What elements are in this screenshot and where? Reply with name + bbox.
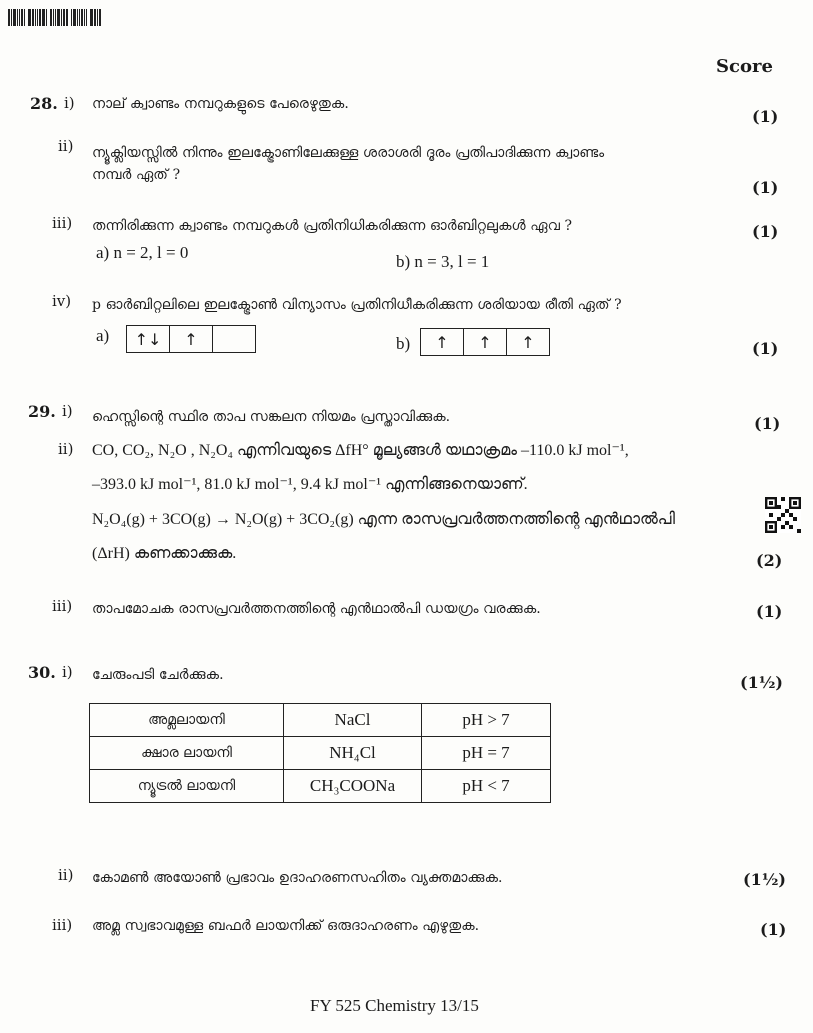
barcode-bar [61, 9, 62, 26]
q28-i-mark: (1) [752, 107, 779, 126]
q30-ii-number: ii) [58, 866, 74, 884]
q28-ii-text-line2: നമ്പർ ഏത് ? [92, 167, 181, 183]
orbital-box: ↑ [170, 326, 213, 352]
orbital-box [213, 326, 255, 352]
table-cell: ക്ഷാര ലായനി [90, 737, 284, 770]
barcode-bar [53, 9, 54, 26]
q28-iv-number: iv) [52, 292, 72, 310]
q29-iii-text: താപമോചക രാസപ്രവർത്തനത്തിന്റെ എൻഥാൽപി ഡയഗ്രം വരക്കുക. [92, 601, 541, 617]
question-28-number: 28. [30, 94, 58, 113]
orbital-box: ↑ [464, 329, 507, 355]
page-footer: FY 525 Chemistry 13/15 [310, 996, 479, 1015]
q28-iii-option-a: a) n = 2, l = 0 [96, 243, 189, 262]
table-cell: pH = 7 [422, 737, 551, 770]
q28-iv-option-b-label: b) [396, 334, 411, 353]
barcode-bar [46, 9, 47, 26]
barcode-bar [19, 9, 20, 26]
table-cell: NH₄Cl [284, 737, 422, 770]
q29-iii-mark: (1) [756, 602, 783, 621]
q30-iii-text: അമ്ല സ്വഭാവമുള്ള ബഫർ ലായനിക്ക് ഒരുദാഹരണം എഴുതുക. [92, 918, 480, 934]
orbital-box: ↑↓ [127, 326, 170, 352]
barcode-bar [37, 9, 38, 26]
table-row [90, 770, 551, 803]
q29-ii-mark: (2) [756, 551, 783, 570]
barcode-bar [57, 9, 60, 26]
q29-iii-number: iii) [52, 597, 73, 615]
q28-iv-option-b-boxes [420, 328, 550, 356]
q28-iv-mark: (1) [752, 339, 779, 358]
q30-iii-mark: (1) [760, 920, 787, 939]
table-cell: അമ്ലലായനി [90, 704, 284, 737]
barcode-bar [90, 9, 93, 26]
barcode-bar [71, 9, 72, 26]
barcode-bar [55, 9, 56, 26]
barcode-bar [99, 9, 101, 26]
barcode-bar [32, 9, 34, 26]
q29-ii-line1: CO, CO₂, N₂O , N₂O₄ എന്നിവയുടെ ΔfH° മൂല്യങ്ങൾ യഥാക്രമം –110.0 kJ mol⁻¹, [92, 442, 629, 459]
barcode-bar [63, 9, 65, 26]
q29-ii-reaction: N₂O₄(g) + 3CO(g) → N₂O(g) + 3CO₂(g) എന്ന രാസപ്രവർത്തനത്തിന്റെ എൻഥാൽപി [92, 511, 675, 528]
q28-iii-option-b: b) n = 3, l = 1 [396, 252, 490, 271]
question-29-number: 29. [28, 402, 56, 421]
barcode-bar [73, 9, 76, 26]
barcode-bar [11, 9, 12, 26]
q28-ii-text-line1: ന്യൂക്ലിയസ്സിൽ നിന്നും ഇലക്ട്രോണിലേക്കുള്ള ശരാശരി ദൂരം പ്രതിപാദിക്കുന്ന ക്വാണ്ടം [92, 145, 605, 161]
table-cell: pH < 7 [422, 770, 551, 803]
q28-i-text: നാല് ക്വാണ്ടം നമ്പറുകളുടെ പേരെഴുതുക. [92, 96, 349, 112]
q28-ii-number: ii) [58, 137, 74, 155]
q28-iii-mark: (1) [752, 222, 779, 241]
table-cell: pH > 7 [422, 704, 551, 737]
q28-iii-text: തന്നിരിക്കുന്ന ക്വാണ്ടം നമ്പറുകൾ പ്രതിനിധികരിക്കുന്ന ഓർബിറ്റലുകൾ ഏവ ? [92, 218, 573, 234]
table-cell: CH₃COONa [284, 770, 422, 803]
match-the-following-table [89, 703, 551, 803]
barcode-bar [84, 9, 85, 26]
q30-ii-text: കോമൺ അയോൺ പ്രഭാവം ഉദാഹരണസഹിതം വ്യക്തമാക്കുക. [92, 870, 503, 886]
q29-i-number: i) [62, 402, 73, 420]
barcode-bar [50, 9, 52, 26]
barcode-bar [97, 9, 98, 26]
qr-code-icon [765, 497, 801, 533]
q28-iv-option-a-boxes [126, 325, 256, 353]
q28-i-number: i) [64, 94, 75, 112]
table-cell: ന്യൂട്രൽ ലായനി [90, 770, 284, 803]
barcode-bar [66, 9, 68, 26]
q30-i-number: i) [62, 663, 73, 681]
q30-i-mark: (1½) [740, 673, 783, 692]
table-row [90, 704, 551, 737]
q28-iv-text: p ഓർബിറ്റലിലെ ഇലക്ട്രോൺ വിന്യാസം പ്രതിനിധീകരിക്കുന്ന ശരിയായ രീതി ഏത് ? [92, 297, 622, 313]
q29-i-mark: (1) [754, 414, 781, 433]
barcode-bar [81, 9, 83, 26]
table-row [90, 737, 551, 770]
barcode [8, 9, 140, 26]
q29-ii-line4: (ΔrH) കണക്കാക്കുക. [92, 545, 237, 562]
q30-ii-mark: (1½) [743, 870, 786, 889]
barcode-bar [94, 9, 96, 26]
barcode-bar [8, 9, 10, 26]
table-cell: NaCl [284, 704, 422, 737]
barcode-bar [24, 9, 25, 26]
q29-ii-number: ii) [58, 440, 74, 458]
q30-i-text: ചേരുംപടി ചേർക്കുക. [92, 667, 224, 683]
score-heading: Score [716, 56, 773, 77]
barcode-bar [35, 9, 36, 26]
orbital-box: ↑ [521, 332, 535, 352]
orbital-box: ↑ [421, 329, 464, 355]
barcode-bar [21, 9, 23, 26]
barcode-bar [42, 9, 45, 26]
q28-ii-mark: (1) [752, 178, 779, 197]
barcode-bar [17, 9, 18, 26]
q29-ii-line2: –393.0 kJ mol⁻¹, 81.0 kJ mol⁻¹, 9.4 kJ mol⁻¹ എന്നിങ്ങനെയാണ്. [92, 476, 528, 493]
barcode-bar [86, 9, 87, 26]
barcode-bar [79, 9, 80, 26]
barcode-bar [13, 9, 16, 26]
barcode-bar [77, 9, 78, 26]
barcode-bar [39, 9, 41, 26]
q29-i-text: ഹെസ്സിന്റെ സ്ഥിര താപ സങ്കലന നിയമം പ്രസ്താവിക്കുക. [92, 409, 451, 425]
q28-iv-option-a-label: a) [96, 326, 110, 345]
q28-iii-number: iii) [52, 214, 73, 232]
q30-iii-number: iii) [52, 916, 73, 934]
question-30-number: 30. [28, 663, 56, 682]
barcode-bar [28, 9, 31, 26]
